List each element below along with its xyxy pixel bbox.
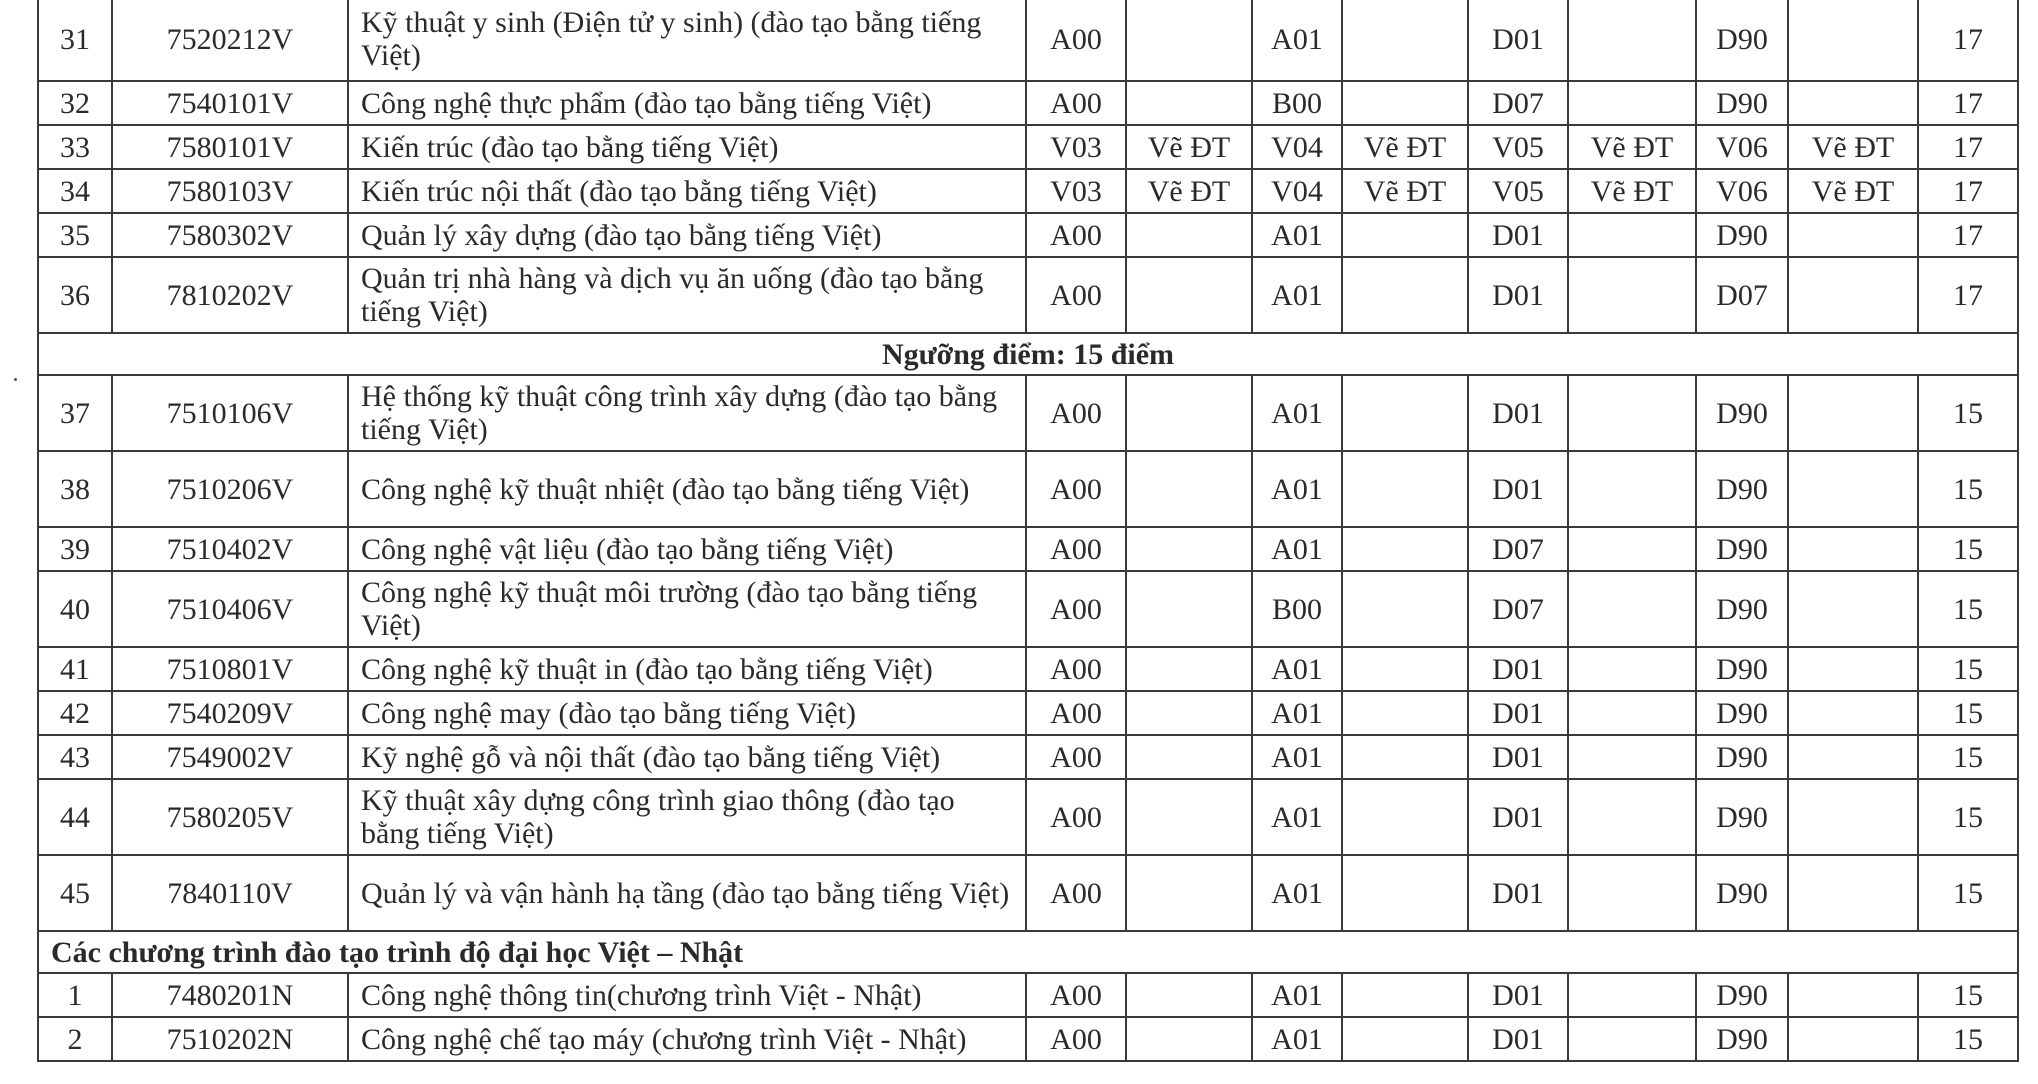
combo-2-code: V04	[1252, 169, 1342, 213]
combo-3-subject	[1568, 735, 1696, 779]
combo-1-code: A00	[1026, 779, 1126, 855]
row-number: 44	[38, 779, 112, 855]
combo-1-subject	[1126, 527, 1252, 571]
table-row	[38, 169, 2018, 213]
table-row	[38, 647, 2018, 691]
major-code: 7810202V	[112, 257, 348, 333]
threshold-score: 15	[1918, 691, 2018, 735]
combo-3-code: D01	[1468, 691, 1568, 735]
row-number: 36	[38, 257, 112, 333]
combo-4-code: D90	[1696, 855, 1788, 931]
combo-4-subject: Vẽ ĐT	[1788, 169, 1918, 213]
table-row	[38, 451, 2018, 527]
combo-4-code: D90	[1696, 0, 1788, 81]
combo-4-subject	[1788, 257, 1918, 333]
combo-4-subject	[1788, 691, 1918, 735]
table-row	[38, 855, 2018, 931]
combo-1-subject	[1126, 1017, 1252, 1061]
combo-1-subject	[1126, 0, 1252, 81]
combo-1-code: A00	[1026, 735, 1126, 779]
combo-3-subject	[1568, 81, 1696, 125]
table-row	[38, 1017, 2018, 1061]
combo-2-subject: Vẽ ĐT	[1342, 169, 1468, 213]
threshold-score: 15	[1918, 735, 2018, 779]
table-row	[38, 257, 2018, 333]
combo-2-code: B00	[1252, 81, 1342, 125]
combo-4-code: D90	[1696, 691, 1788, 735]
combo-1-code: A00	[1026, 257, 1126, 333]
combo-4-subject	[1788, 81, 1918, 125]
combo-4-subject	[1788, 527, 1918, 571]
major-code: 7510206V	[112, 451, 348, 527]
major-name: Kiến trúc (đào tạo bằng tiếng Việt)	[348, 125, 1026, 169]
combo-1-subject	[1126, 81, 1252, 125]
threshold-score: 17	[1918, 0, 2018, 81]
combo-1-code: A00	[1026, 691, 1126, 735]
combo-3-code: D01	[1468, 213, 1568, 257]
combo-1-subject	[1126, 691, 1252, 735]
combo-1-subject	[1126, 213, 1252, 257]
combo-4-subject	[1788, 647, 1918, 691]
combo-1-subject	[1126, 257, 1252, 333]
combo-4-subject	[1788, 0, 1918, 81]
combo-4-code: V06	[1696, 125, 1788, 169]
combo-2-code: A01	[1252, 527, 1342, 571]
combo-3-code: D01	[1468, 1017, 1568, 1061]
combo-1-code: A00	[1026, 451, 1126, 527]
combo-4-subject	[1788, 451, 1918, 527]
combo-4-code: D90	[1696, 973, 1788, 1017]
row-number: 43	[38, 735, 112, 779]
major-name: Công nghệ vật liệu (đào tạo bằng tiếng Việt)	[348, 527, 1026, 571]
combo-3-code: D01	[1468, 451, 1568, 527]
combo-4-subject	[1788, 213, 1918, 257]
combo-3-subject	[1568, 451, 1696, 527]
combo-4-code: D90	[1696, 735, 1788, 779]
combo-1-code: A00	[1026, 571, 1126, 647]
combo-3-code: D01	[1468, 735, 1568, 779]
combo-2-subject	[1342, 973, 1468, 1017]
combo-4-code: D90	[1696, 1017, 1788, 1061]
major-code: 7580302V	[112, 213, 348, 257]
row-number: 40	[38, 571, 112, 647]
combo-4-code: D90	[1696, 213, 1788, 257]
combo-4-code: D90	[1696, 527, 1788, 571]
major-code: 7510202N	[112, 1017, 348, 1061]
combo-4-code: V06	[1696, 169, 1788, 213]
combo-3-code: V05	[1468, 125, 1568, 169]
combo-4-subject	[1788, 571, 1918, 647]
combo-1-code: A00	[1026, 973, 1126, 1017]
combo-2-code: A01	[1252, 257, 1342, 333]
combo-4-code: D07	[1696, 257, 1788, 333]
combo-2-subject	[1342, 647, 1468, 691]
row-number: 33	[38, 125, 112, 169]
combo-1-code: A00	[1026, 1017, 1126, 1061]
combo-2-code: A01	[1252, 375, 1342, 451]
table-body	[38, 0, 2018, 1061]
table-row	[38, 527, 2018, 571]
combo-3-subject	[1568, 375, 1696, 451]
combo-3-subject	[1568, 0, 1696, 81]
combo-2-subject	[1342, 571, 1468, 647]
threshold-score: 15	[1918, 855, 2018, 931]
combo-3-subject	[1568, 257, 1696, 333]
combo-2-code: A01	[1252, 691, 1342, 735]
table-row	[38, 571, 2018, 647]
combo-2-code: A01	[1252, 779, 1342, 855]
threshold-score: 15	[1918, 451, 2018, 527]
combo-2-code: A01	[1252, 213, 1342, 257]
threshold-score: 17	[1918, 257, 2018, 333]
major-code: 7510406V	[112, 571, 348, 647]
threshold-score: 15	[1918, 527, 2018, 571]
row-number: 38	[38, 451, 112, 527]
row-number: 41	[38, 647, 112, 691]
combo-3-code: D01	[1468, 855, 1568, 931]
table-row	[38, 735, 2018, 779]
combo-1-code: A00	[1026, 527, 1126, 571]
threshold-score: 15	[1918, 647, 2018, 691]
combo-3-code: D01	[1468, 973, 1568, 1017]
major-name: Kỹ nghệ gỗ và nội thất (đào tạo bằng tiếng Việt)	[348, 735, 1026, 779]
combo-2-code: V04	[1252, 125, 1342, 169]
major-code: 7549002V	[112, 735, 348, 779]
combo-4-code: D90	[1696, 571, 1788, 647]
combo-4-code: D90	[1696, 375, 1788, 451]
major-code: 7520212V	[112, 0, 348, 81]
combo-4-code: D90	[1696, 451, 1788, 527]
combo-2-code: A01	[1252, 451, 1342, 527]
threshold-score: 15	[1918, 973, 2018, 1017]
threshold-score: 15	[1918, 375, 2018, 451]
combo-4-code: D90	[1696, 779, 1788, 855]
row-number: 37	[38, 375, 112, 451]
combo-3-subject: Vẽ ĐT	[1568, 169, 1696, 213]
program-header-row	[38, 931, 2018, 973]
combo-2-code: B00	[1252, 571, 1342, 647]
combo-1-code: A00	[1026, 213, 1126, 257]
table-row	[38, 973, 2018, 1017]
combo-3-subject	[1568, 973, 1696, 1017]
major-code: 7580205V	[112, 779, 348, 855]
combo-1-subject	[1126, 735, 1252, 779]
combo-3-subject	[1568, 647, 1696, 691]
combo-3-code: D07	[1468, 571, 1568, 647]
combo-2-code: A01	[1252, 735, 1342, 779]
combo-2-subject	[1342, 691, 1468, 735]
combo-4-subject: Vẽ ĐT	[1788, 125, 1918, 169]
section-header-row	[38, 333, 2018, 375]
combo-3-subject	[1568, 571, 1696, 647]
table-row	[38, 691, 2018, 735]
threshold-score: 15	[1918, 571, 2018, 647]
combo-3-subject	[1568, 527, 1696, 571]
combo-3-subject	[1568, 213, 1696, 257]
row-number: 1	[38, 973, 112, 1017]
row-number: 39	[38, 527, 112, 571]
major-name: Kỹ thuật xây dựng công trình giao thông (đào tạo bằng tiếng Việt)	[348, 779, 1026, 855]
combo-1-code: A00	[1026, 81, 1126, 125]
table-row	[38, 125, 2018, 169]
combo-3-subject	[1568, 1017, 1696, 1061]
combo-1-subject	[1126, 647, 1252, 691]
major-code: 7840110V	[112, 855, 348, 931]
major-name: Công nghệ thông tin(chương trình Việt - Nhật)	[348, 973, 1026, 1017]
combo-1-code: A00	[1026, 375, 1126, 451]
combo-4-code: D90	[1696, 647, 1788, 691]
threshold-score: 17	[1918, 169, 2018, 213]
major-name: Kiến trúc nội thất (đào tạo bằng tiếng Việt)	[348, 169, 1026, 213]
combo-1-code: V03	[1026, 169, 1126, 213]
combo-3-code: D01	[1468, 257, 1568, 333]
program-header: Các chương trình đào tạo trình độ đại học Việt – Nhật	[38, 931, 2018, 973]
combo-2-code: A01	[1252, 647, 1342, 691]
combo-1-code: A00	[1026, 855, 1126, 931]
combo-1-code: V03	[1026, 125, 1126, 169]
major-name: Công nghệ kỹ thuật nhiệt (đào tạo bằng tiếng Việt)	[348, 451, 1026, 527]
combo-2-code: A01	[1252, 1017, 1342, 1061]
combo-2-subject	[1342, 375, 1468, 451]
table-row	[38, 375, 2018, 451]
combo-1-subject	[1126, 451, 1252, 527]
major-name: Công nghệ thực phẩm (đào tạo bằng tiếng Việt)	[348, 81, 1026, 125]
combo-2-code: A01	[1252, 973, 1342, 1017]
combo-4-subject	[1788, 735, 1918, 779]
combo-3-subject	[1568, 779, 1696, 855]
table-row	[38, 81, 2018, 125]
combo-1-subject	[1126, 973, 1252, 1017]
combo-3-code: D07	[1468, 81, 1568, 125]
threshold-score: 15	[1918, 1017, 2018, 1061]
combo-2-subject	[1342, 257, 1468, 333]
combo-3-code: D07	[1468, 527, 1568, 571]
combo-2-subject	[1342, 779, 1468, 855]
combo-2-subject	[1342, 81, 1468, 125]
combo-4-code: D90	[1696, 81, 1788, 125]
threshold-score: 17	[1918, 213, 2018, 257]
major-code: 7480201N	[112, 973, 348, 1017]
combo-1-code: A00	[1026, 0, 1126, 81]
major-name: Công nghệ chế tạo máy (chương trình Việt - Nhật)	[348, 1017, 1026, 1061]
major-name: Công nghệ may (đào tạo bằng tiếng Việt)	[348, 691, 1026, 735]
row-number: 2	[38, 1017, 112, 1061]
combo-3-subject	[1568, 855, 1696, 931]
row-number: 42	[38, 691, 112, 735]
combo-4-subject	[1788, 375, 1918, 451]
major-name: Quản lý và vận hành hạ tầng (đào tạo bằng tiếng Việt)	[348, 855, 1026, 931]
combo-3-subject: Vẽ ĐT	[1568, 125, 1696, 169]
row-number: 45	[38, 855, 112, 931]
combo-3-code: D01	[1468, 647, 1568, 691]
combo-4-subject	[1788, 855, 1918, 931]
admission-threshold-table	[37, 0, 2019, 1062]
section-header: Ngưỡng điểm: 15 điểm	[38, 333, 2018, 375]
major-name: Kỹ thuật y sinh (Điện tử y sinh) (đào tạo bằng tiếng Việt)	[348, 0, 1026, 81]
combo-3-code: D01	[1468, 0, 1568, 81]
combo-4-subject	[1788, 779, 1918, 855]
combo-4-subject	[1788, 973, 1918, 1017]
major-code: 7510402V	[112, 527, 348, 571]
combo-1-subject	[1126, 375, 1252, 451]
combo-1-subject: Vẽ ĐT	[1126, 125, 1252, 169]
scan-speck	[14, 378, 17, 381]
major-name: Hệ thống kỹ thuật công trình xây dựng (đào tạo bằng tiếng Việt)	[348, 375, 1026, 451]
combo-2-subject	[1342, 1017, 1468, 1061]
table-row	[38, 213, 2018, 257]
threshold-score: 17	[1918, 81, 2018, 125]
major-name: Công nghệ kỹ thuật in (đào tạo bằng tiếng Việt)	[348, 647, 1026, 691]
major-code: 7510801V	[112, 647, 348, 691]
major-code: 7580101V	[112, 125, 348, 169]
combo-2-subject	[1342, 527, 1468, 571]
combo-1-code: A00	[1026, 647, 1126, 691]
combo-1-subject	[1126, 571, 1252, 647]
table-row	[38, 779, 2018, 855]
combo-3-subject	[1568, 691, 1696, 735]
row-number: 34	[38, 169, 112, 213]
combo-3-code: V05	[1468, 169, 1568, 213]
combo-2-subject: Vẽ ĐT	[1342, 125, 1468, 169]
combo-1-subject: Vẽ ĐT	[1126, 169, 1252, 213]
major-name: Quản trị nhà hàng và dịch vụ ăn uống (đào tạo bằng tiếng Việt)	[348, 257, 1026, 333]
threshold-score: 17	[1918, 125, 2018, 169]
major-name: Quản lý xây dựng (đào tạo bằng tiếng Việt)	[348, 213, 1026, 257]
row-number: 31	[38, 0, 112, 81]
combo-3-code: D01	[1468, 375, 1568, 451]
row-number: 32	[38, 81, 112, 125]
row-number: 35	[38, 213, 112, 257]
table-row	[38, 0, 2018, 81]
combo-2-code: A01	[1252, 0, 1342, 81]
combo-2-subject	[1342, 0, 1468, 81]
major-name: Công nghệ kỹ thuật môi trường (đào tạo bằng tiếng Việt)	[348, 571, 1026, 647]
combo-2-code: A01	[1252, 855, 1342, 931]
major-code: 7540101V	[112, 81, 348, 125]
combo-2-subject	[1342, 735, 1468, 779]
major-code: 7580103V	[112, 169, 348, 213]
combo-2-subject	[1342, 451, 1468, 527]
combo-2-subject	[1342, 855, 1468, 931]
combo-1-subject	[1126, 855, 1252, 931]
threshold-score: 15	[1918, 779, 2018, 855]
combo-2-subject	[1342, 213, 1468, 257]
major-code: 7510106V	[112, 375, 348, 451]
combo-3-code: D01	[1468, 779, 1568, 855]
major-code: 7540209V	[112, 691, 348, 735]
combo-1-subject	[1126, 779, 1252, 855]
combo-4-subject	[1788, 1017, 1918, 1061]
